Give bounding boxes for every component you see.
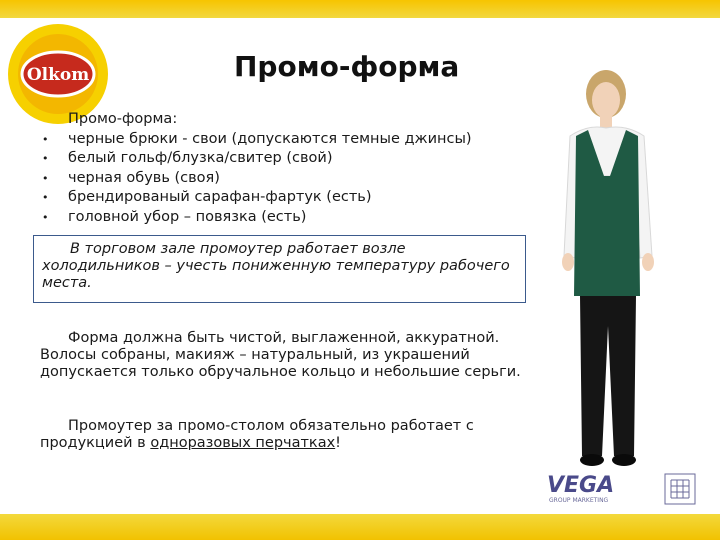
appearance-paragraph: Форма должна быть чистой, выглаженной, аккуратной. Волосы собраны, макияж – натуральный, из украшений допускается только обручальное кольцо и небольшие серьги. (40, 330, 521, 380)
list-item: • черные брюки - свои (допускаются темные джинсы) (42, 130, 472, 150)
bottom-yellow-bar (0, 514, 720, 540)
list-item: • белый гольф/блузка/свитер (свой) (42, 149, 472, 169)
temperature-note-box (33, 235, 526, 303)
top-yellow-bar (0, 0, 720, 18)
list-item: • головной убор – повязка (есть) (42, 208, 472, 228)
list-item: • брендированый сарафан-фартук (есть) (42, 188, 472, 208)
logo-text: Olkom (26, 65, 90, 85)
vega-logo (545, 468, 715, 508)
promoter-woman-image (548, 66, 668, 476)
gloves-text-after: ! (335, 435, 341, 451)
list-heading: Промо-форма: (68, 111, 178, 127)
page-title: Промо-форма (234, 50, 460, 83)
vega-logo-subtitle: GROUP MARKETING (549, 497, 609, 504)
list-item: • черная обувь (своя) (42, 169, 472, 189)
gloves-paragraph (40, 418, 532, 452)
gloves-underlined: одноразовых перчатках (150, 435, 336, 451)
gloves-text-before: Промоутер за промо-столом обязательно работает с продукцией в (40, 418, 474, 451)
note-text: В торговом зале промоутер работает возле холодильников – учесть пониженную температуру рабочего места. (42, 241, 510, 291)
uniform-list (42, 110, 472, 227)
vega-logo-text: VEGA (547, 473, 615, 498)
vega-cross-icon (665, 474, 695, 504)
